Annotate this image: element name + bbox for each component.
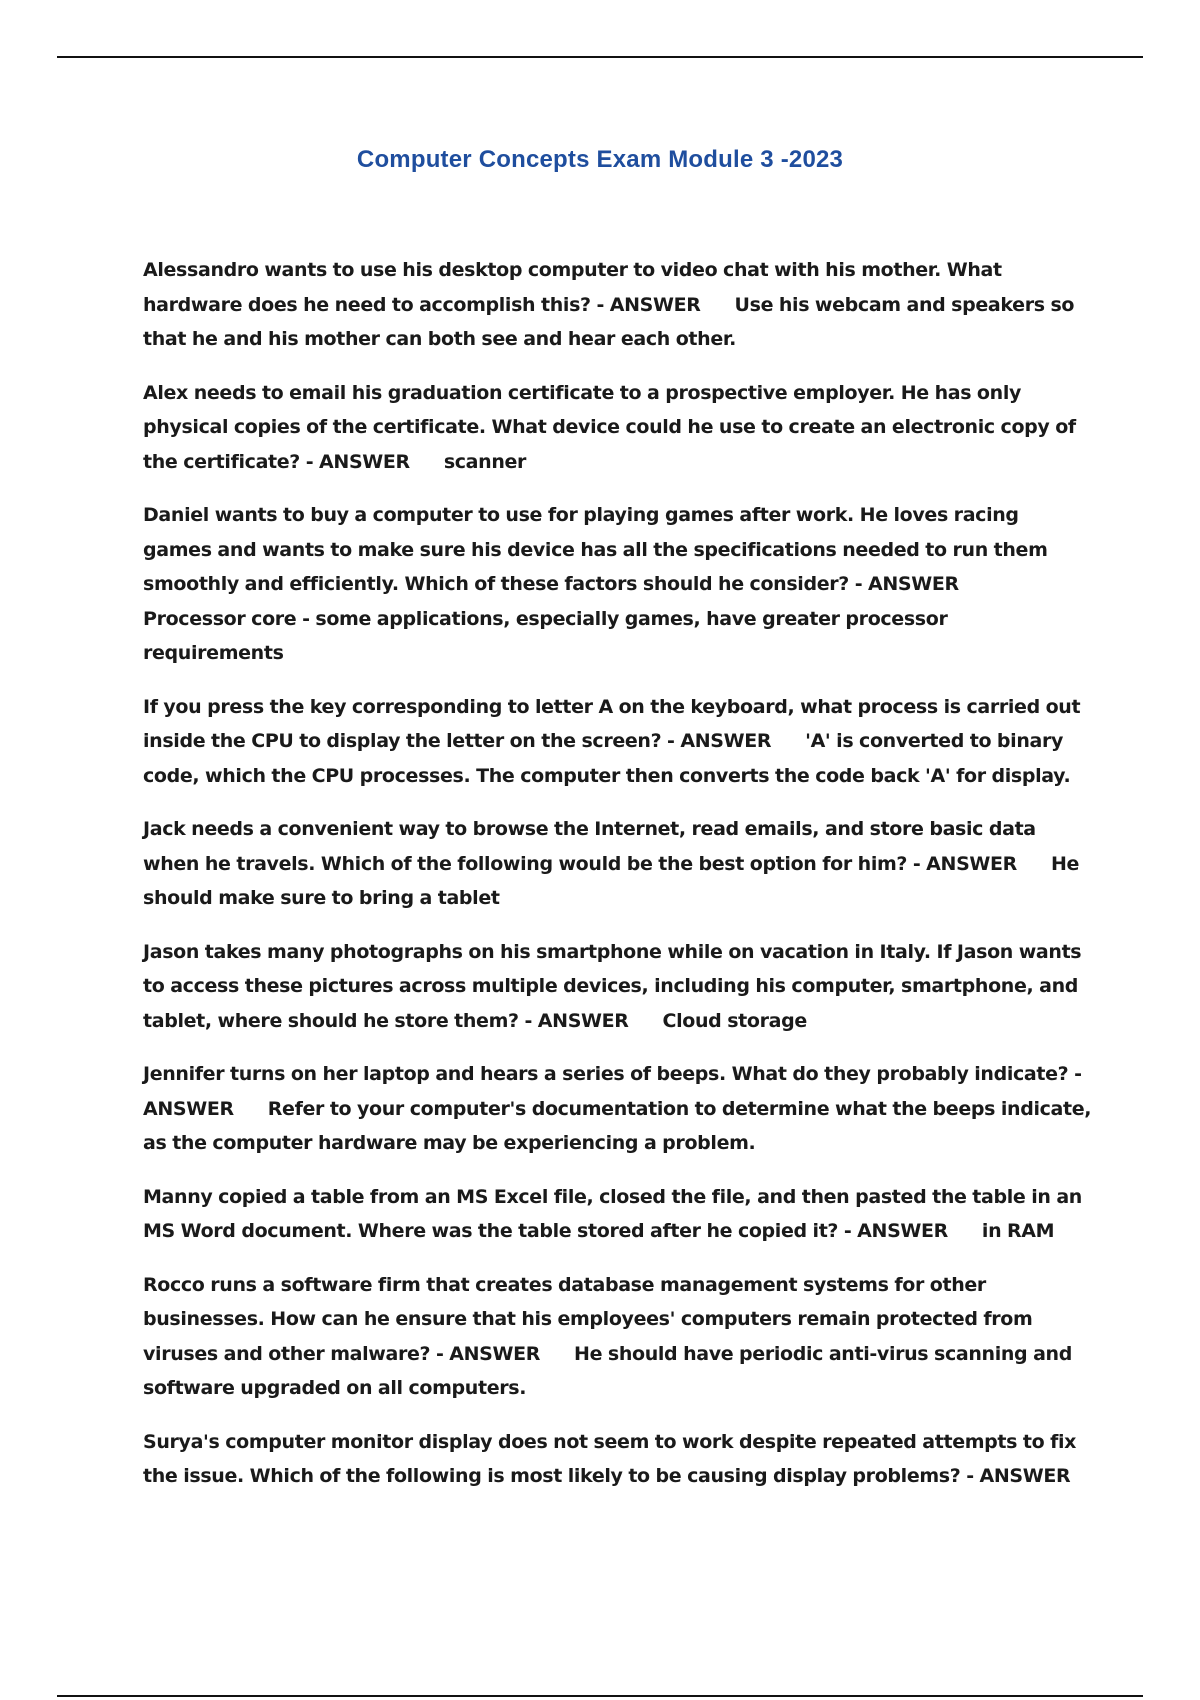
answer-marker: - ANSWER — [143, 1063, 1082, 1120]
question-text: If you press the key corresponding to letter A on the keyboard, what process is carried out inside the CPU to display the letter on the screen? — [143, 695, 1081, 752]
qa-item — [143, 690, 1093, 794]
answer-marker: - ANSWER — [843, 1220, 948, 1242]
answer-marker: - ANSWER — [966, 1465, 1071, 1487]
question-text: Rocco runs a software firm that creates database management systems for other businesses. How can he ensure that his employees' computers remain protected from viruses and other malware? — [143, 1273, 1033, 1365]
qa-item — [143, 253, 1093, 357]
question-text: Jason takes many photographs on his smartphone while on vacation in Italy. If Jason wants to access these pictures across multiple devices, including his computer, smartphone, and tablet, where should he store them? — [143, 940, 1082, 1032]
question-text: Jennifer turns on her laptop and hears a series of beeps. What do they probably indicate? — [143, 1063, 1069, 1085]
answer-text: He should have periodic anti-virus scanning and software upgraded on all computers. — [143, 1342, 1072, 1399]
question-text: Manny copied a table from an MS Excel file, closed the file, and then pasted the table in an MS Word document. Where was the table stored after he copied it? — [143, 1185, 1082, 1242]
answer-text: Cloud storage — [662, 1009, 807, 1032]
qa-item — [143, 1268, 1093, 1406]
qa-item — [143, 812, 1093, 916]
question-text: Daniel wants to buy a computer to use for playing games after work. He loves racing games and wants to make sure his device has all the specifications needed to run them smoothly and efficiently. Which of these factors should he consider? — [143, 504, 1048, 595]
qa-list — [143, 253, 1093, 1513]
qa-item — [143, 935, 1093, 1039]
top-rule — [57, 56, 1143, 58]
qa-item — [143, 1180, 1093, 1249]
qa-item — [143, 376, 1093, 480]
qa-item — [143, 1425, 1093, 1494]
question-text: Jack needs a convenient way to browse the Internet, read emails, and store basic data when he travels. Which of the following would be the best option for him? — [143, 818, 1036, 875]
bottom-rule — [57, 1695, 1143, 1697]
answer-text: 'A' is converted to binary code, which the CPU processes. The computer then converts the code back 'A' for display. — [143, 730, 1071, 787]
answer-marker: - ANSWER — [524, 1009, 629, 1032]
answer-text: Processor core - some applications, especially games, have greater processor requirements — [143, 607, 948, 664]
question-text: Alex needs to email his graduation certificate to a prospective employer. He has only physical copies of the certificate. What device could he use to create an electronic copy of the certificate? — [143, 381, 1076, 473]
question-text: Alessandro wants to use his desktop computer to video chat with his mother. What hardware does he need to accomplish this? — [143, 259, 1002, 316]
qa-item — [143, 1057, 1093, 1161]
answer-marker: - ANSWER — [435, 1342, 541, 1365]
answer-marker: - ANSWER — [596, 293, 701, 316]
answer-text: scanner — [443, 450, 527, 473]
answer-marker: - ANSWER — [305, 450, 410, 473]
answer-text: Use his webcam and speakers so that he and his mother can both see and hear each other. — [143, 293, 1075, 350]
answer-text: in RAM — [981, 1220, 1055, 1242]
answer-text: Refer to your computer's documentation to determine what the beeps indicate, as the computer hardware may be experiencing a problem. — [143, 1097, 1092, 1154]
qa-item — [143, 498, 1093, 671]
answer-marker: - ANSWER — [912, 852, 1017, 875]
answer-text: He should make sure to bring a tablet — [143, 852, 1080, 909]
document-title: Computer Concepts Exam Module 3 -2023 — [356, 146, 844, 173]
answer-marker: - ANSWER — [667, 730, 772, 752]
answer-marker: - ANSWER — [854, 573, 959, 595]
question-text: Surya's computer monitor display does not seem to work despite repeated attempts to fix the issue. Which of the following is most likely to be causing display problems? — [143, 1430, 1077, 1487]
